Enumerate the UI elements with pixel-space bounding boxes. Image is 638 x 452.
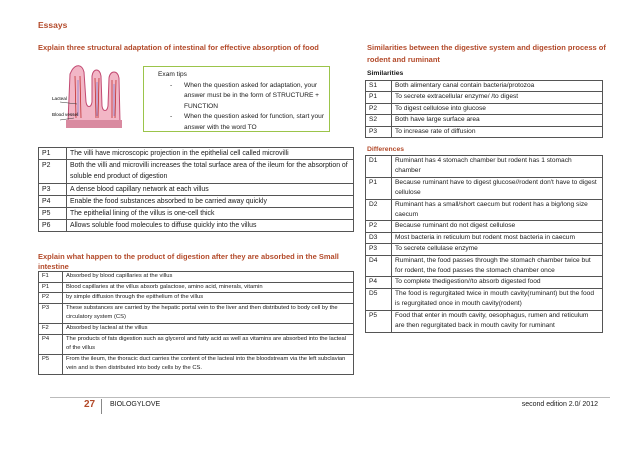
villi-adaptation-table <box>38 147 354 232</box>
row-code: P3 <box>39 183 67 195</box>
row-code: P1 <box>39 282 63 293</box>
table-row <box>39 148 354 160</box>
question-heading: Explain three structural adaptation of intestinal for effective absorption of food <box>38 43 319 52</box>
row-code: P5 <box>39 354 63 374</box>
table-row <box>366 277 603 288</box>
label-lacteal: Lacteal <box>52 96 67 101</box>
row-code: P1 <box>39 148 67 160</box>
table-row <box>39 354 354 374</box>
row-text: Blood capillaries at the villus absorb galactose, amino acid, minerals, vitamin <box>63 282 354 293</box>
table-row <box>39 272 354 283</box>
exam-tips-title: Exam tips <box>158 71 187 78</box>
villus-diagram <box>52 62 132 140</box>
row-text: The products of fats digestion such as glycerol and fatty acid as well as vitamins are absorbed into the lacteal of the villus <box>63 334 354 354</box>
exam-tip: - When the question asked for function, start your answer with the word TO <box>148 112 325 133</box>
page-number: 27 <box>84 399 102 414</box>
table-row <box>366 199 603 221</box>
row-code: P2 <box>39 160 67 183</box>
row-text: To complete thedigestion//to absorb digested food <box>392 277 603 288</box>
table-row <box>366 288 603 310</box>
row-text: The epithelial lining of the villus is one-cell thick <box>67 208 354 220</box>
label-blood-vessel: Blood vessel <box>52 112 79 117</box>
row-code: P4 <box>39 334 63 354</box>
row-text: Both have large surface area <box>392 115 603 126</box>
row-text: Both alimentary canal contain bacteria/protozoa <box>392 81 603 92</box>
row-code: P5 <box>39 208 67 220</box>
row-code: P4 <box>39 195 67 207</box>
row-code: P6 <box>39 220 67 232</box>
table-row <box>39 183 354 195</box>
table-row <box>366 92 603 103</box>
row-text: Ruminant has a small/short caecum but rodent has a big/long size caecum <box>392 199 603 221</box>
row-code: P3 <box>366 244 392 255</box>
row-text: These substances are carried by the hepatic portal vein to the liver and then distributed to body cell by the circulatory system (CS) <box>63 303 354 323</box>
row-text: A dense blood capillary network at each villus <box>67 183 354 195</box>
table-row <box>366 156 603 178</box>
table-row <box>39 303 354 323</box>
row-text: Ruminant has 4 stomach chamber but rodent has 1 stomach chamber <box>392 156 603 178</box>
row-code: D4 <box>366 255 392 277</box>
row-code: P2 <box>366 221 392 232</box>
row-text: The villi have microscopic projection in the epithelial cell called microvilli <box>67 148 354 160</box>
row-code: D5 <box>366 288 392 310</box>
base-tissue <box>66 120 122 128</box>
row-text: To secrete extracellular enzyme/ /to digest <box>392 92 603 103</box>
row-text: Enable the food substances absorbed to be carried away quickly <box>67 195 354 207</box>
row-text: To increase rate of diffusion <box>392 126 603 137</box>
essays-title: Essays <box>38 20 68 30</box>
footer-edition: second edition 2.0/ 2012 <box>521 401 598 408</box>
row-code: P4 <box>366 277 392 288</box>
row-code: P3 <box>39 303 63 323</box>
table-row <box>39 220 354 232</box>
footer-brand: BIOLOGYLOVE <box>110 401 161 408</box>
exam-tips-box <box>143 66 330 132</box>
absorption-question-heading: Explain what happen to the product of digestion after they are absorbed in the Small intestine <box>38 252 339 271</box>
row-code: P1 <box>366 177 392 199</box>
row-code: P5 <box>366 310 392 332</box>
similarities-label: Similarities <box>367 70 404 77</box>
row-text: Ruminant, the food passes through the stomach chamber twice but for rodent, the food passes the stomach chamber once <box>392 255 603 277</box>
table-row <box>366 310 603 332</box>
table-row <box>39 282 354 293</box>
table-row <box>366 81 603 92</box>
row-text: The food is regurgitated twice in mouth cavity(ruminant) but the food is regurgitated once in mouth cavity(rodent) <box>392 288 603 310</box>
table-row <box>39 293 354 304</box>
row-text: To secrete cellulase enzyme <box>392 244 603 255</box>
table-row <box>366 255 603 277</box>
table-row <box>366 126 603 137</box>
table-row <box>366 221 603 232</box>
label-blood <box>52 112 78 117</box>
exam-tip: - When the question asked for adaptation, your answer must be in the form of STRUCTURE + FUNCTION <box>148 81 325 113</box>
similarities-table <box>365 80 603 138</box>
table-row <box>366 115 603 126</box>
row-text: To digest cellulose into glucose <box>392 103 603 114</box>
comparison-heading: Similarities between the digestive system and digestion process of rodent and ruminant <box>367 43 606 64</box>
table-row <box>39 195 354 207</box>
row-code: S2 <box>366 115 392 126</box>
table-row <box>39 334 354 354</box>
table-row <box>366 232 603 243</box>
row-code: P1 <box>366 92 392 103</box>
table-row <box>39 208 354 220</box>
row-text: Allows soluble food molecules to diffuse quickly into the villus <box>67 220 354 232</box>
table-row <box>39 160 354 183</box>
row-text: Absorbed by lacteal at the villus <box>63 323 354 334</box>
table-row <box>366 177 603 199</box>
row-code: D2 <box>366 199 392 221</box>
row-text: Because ruminant have to digest glucose//rodent don't have to digest cellulose <box>392 177 603 199</box>
row-code: D1 <box>366 156 392 178</box>
row-code: P2 <box>366 103 392 114</box>
row-code: D3 <box>366 232 392 243</box>
table-row <box>366 103 603 114</box>
table-row <box>366 244 603 255</box>
row-code: P3 <box>366 126 392 137</box>
row-text: Most bacteria in reticulum but rodent most bacteria in caecum <box>392 232 603 243</box>
row-code: S1 <box>366 81 392 92</box>
differences-table <box>365 155 603 333</box>
row-text: Absorbed by blood capillaries at the villus <box>63 272 354 283</box>
page-footer <box>50 397 610 413</box>
row-text: by simple diffusion through the epithelium of the villus <box>63 293 354 304</box>
row-text: Food that enter in mouth cavity, oesophagus, rumen and reticulum are then regurgitated back in mouth cavity for ruminant <box>392 310 603 332</box>
row-text: From the ileum, the thoracic duct carries the content of the lacteal into the bloodstream via the left subclavian vein and is then distributed into body cells by the CS. <box>63 354 354 374</box>
absorption-table <box>38 271 354 375</box>
row-text: Both the villi and microvilli increases the total surface area of the ileum for the absorption of soluble end product of digestion <box>67 160 354 183</box>
row-code: F2 <box>39 323 63 334</box>
row-code: F1 <box>39 272 63 283</box>
row-code: P2 <box>39 293 63 304</box>
row-text: Because ruminant do not digest cellulose <box>392 221 603 232</box>
table-row <box>39 323 354 334</box>
differences-label: Differences <box>367 146 405 153</box>
exam-tips-list <box>148 81 325 134</box>
